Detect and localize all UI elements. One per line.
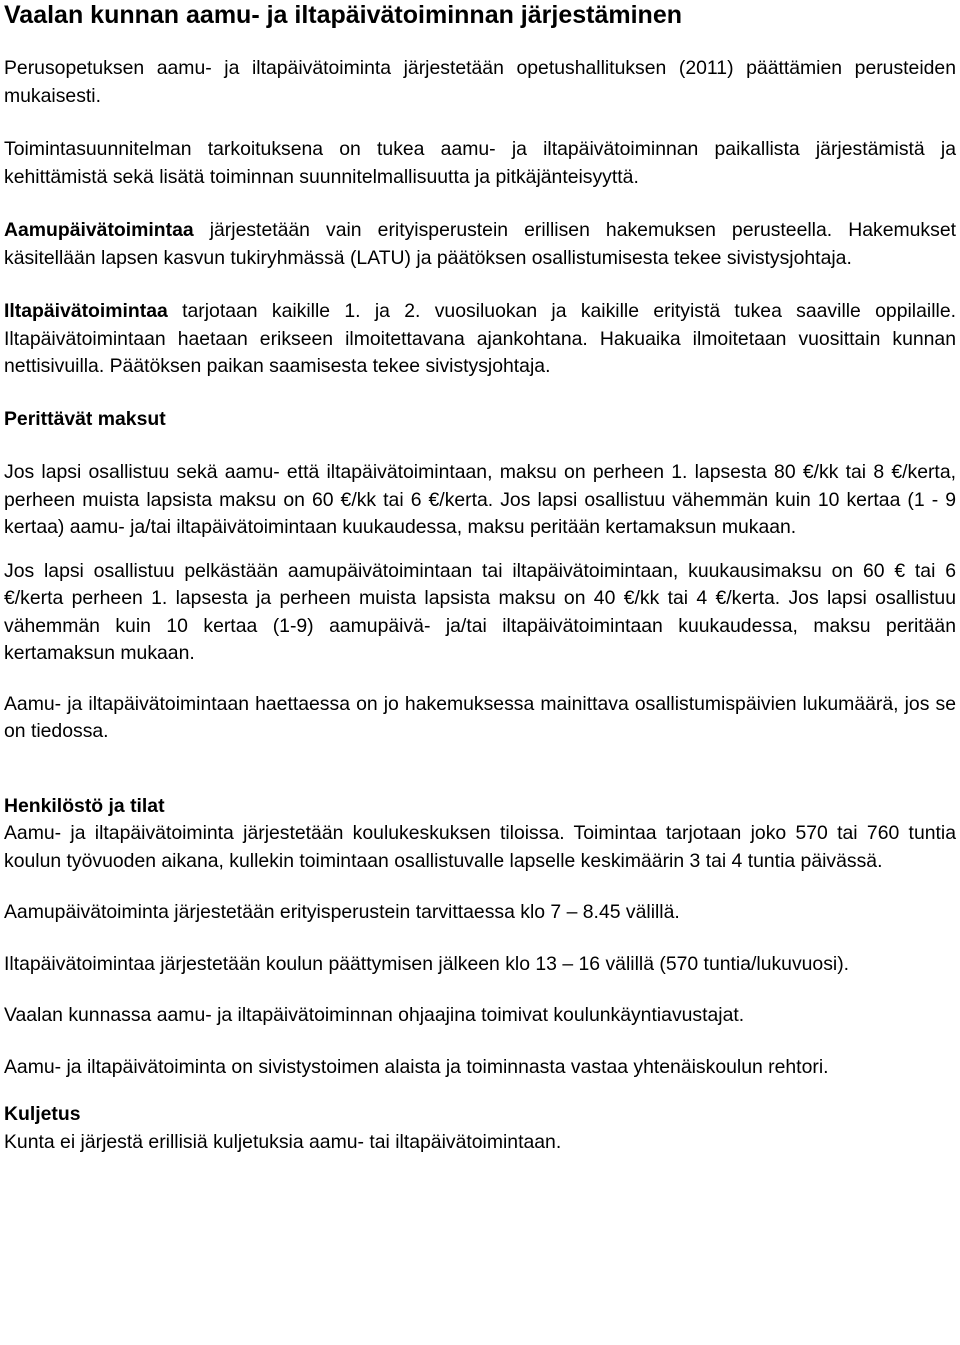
aamu-lead: Aamupäivätoimintaa	[4, 219, 194, 241]
maksut-paragraph-1: Jos lapsi osallistuu sekä aamu- että iltapäivätoimintaan, maksu on perheen 1. lapsesta 80 €/kk tai 8 €/kerta, perheen muista lapsista maksu on 60 €/kk tai 6 €/kerta. Jos lapsi osallistuu vähemmän kuin 10 kertaa (1 - 9 kertaa) aamu- ja/tai iltapäivätoimintaan kuukaudessa, maksu peritään kertamaksun mukaan.	[4, 461, 956, 538]
ilta-paragraph	[4, 298, 956, 381]
aamu-text: järjestetään vain erityisperustein erillisen hakemuksen perusteella. Hakemukset käsitellään lapsen kasvun tukiryhmässä (LATU) ja päätöksen osallistumisesta tekee sivistysjohtaja.	[4, 219, 956, 269]
kuljetus-heading: Kuljetus	[4, 1103, 81, 1125]
maksut-heading: Perittävät maksut	[4, 407, 166, 430]
document-page	[4, 0, 956, 1156]
henkilosto-paragraph-5: Aamu- ja iltapäivätoiminta on sivistystoimen alaista ja toiminnasta vastaa yhtenäiskoulun rehtori.	[4, 1055, 829, 1078]
kuljetus-paragraph: Kunta ei järjestä erillisiä kuljetuksia aamu- tai iltapäivätoimintaan.	[4, 1130, 562, 1153]
henkilosto-paragraph-1: Aamu- ja iltapäivätoiminta järjestetään koulukeskuksen tiloissa. Toimintaa tarjotaan joko 570 tai 760 tuntia koulun työvuoden aikana, kullekin toimintaan osallistuvalle lapselle keskimäärin 3 tai 4 tuntia päivässä.	[4, 822, 956, 872]
aamu-paragraph	[4, 217, 956, 272]
maksut-paragraph-2: Jos lapsi osallistuu pelkästään aamupäivätoimintaan tai iltapäivätoimintaan, kuukausimaksu on 60 € tai 6 €/kerta perheen 1. lapsesta ja perheen muista lapsista maksu on 40 €/kk tai 4 €/kerta. Jos lapsi osallistuu vähemmän kuin 10 kertaa (1-9) aamupäivä- ja/tai iltapäivätoimintaan kuukaudessa, maksu peritään kertamaksun mukaan.	[4, 559, 956, 664]
ilta-lead: Iltapäivätoimintaa	[4, 300, 168, 322]
henkilosto-paragraph-3: Iltapäivätoimintaa järjestetään koulun päättymisen jälkeen klo 13 – 16 välillä (570 tuntia/lukuvuosi).	[4, 952, 850, 975]
maksut-paragraph-3: Aamu- ja iltapäivätoimintaan haettaessa on jo hakemuksessa mainittava osallistumispäivien lukumäärä, jos se on tiedossa.	[4, 692, 956, 742]
henkilosto-paragraph-2: Aamupäivätoiminta järjestetään erityisperustein tarvittaessa klo 7 – 8.45 välillä.	[4, 901, 680, 923]
ilta-text: tarjotaan kaikille 1. ja 2. vuosiluokan ja kaikille erityistä tukea saaville oppilaille. Iltapäivätoimintaan haetaan erikseen ilmoitettavana ajankohtana. Hakuaika ilmoitetaan vuosittain kunnan nettisivuilla. Päätöksen paikan saamisesta tekee sivistysjohtaja.	[4, 300, 956, 377]
intro-paragraph-1: Perusopetuksen aamu- ja iltapäivätoiminta järjestetään opetushallituksen (2011) päättämien perusteiden mukaisesti.	[4, 57, 956, 107]
intro-paragraph-2: Toimintasuunnitelman tarkoituksena on tukea aamu- ja iltapäivätoiminnan paikallista järjestämistä ja kehittämistä sekä lisätä toiminnan suunnitelmallisuutta ja pitkäjänteisyyttä.	[4, 138, 956, 188]
henkilosto-paragraph-4: Vaalan kunnassa aamu- ja iltapäivätoiminnan ohjaajina toimivat koulunkäyntiavustajat.	[4, 1004, 745, 1026]
henkilosto-heading: Henkilöstö ja tilat	[4, 794, 165, 817]
page-title: Vaalan kunnan aamu- ja iltapäivätoiminnan järjestäminen	[4, 1, 682, 29]
